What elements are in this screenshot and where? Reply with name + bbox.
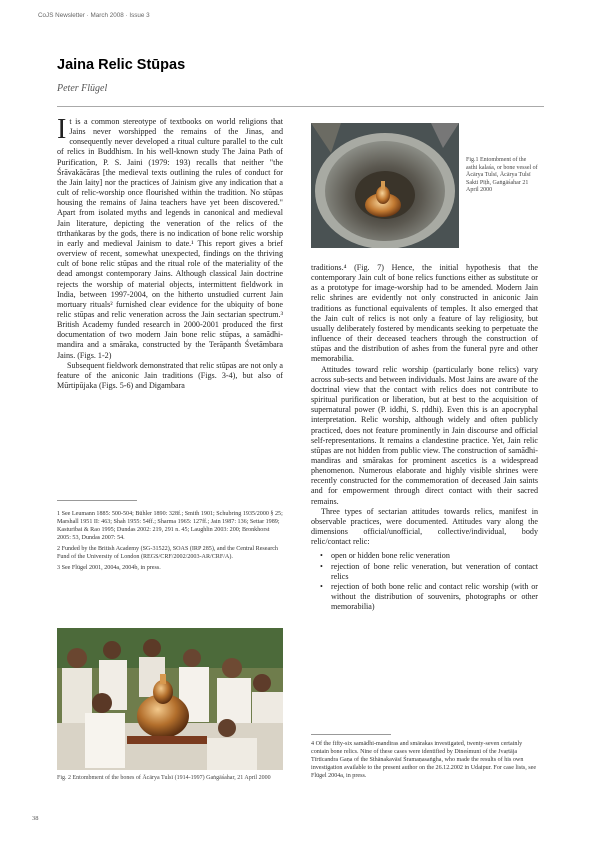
- right-paragraph-3: Three types of sectarian attitudes towards relics, manifest in observable practices, were documented. Attitudes vary along the dimensions official/unofficial, collective/individual, body relic/contact relic:: [311, 506, 538, 547]
- running-head: CoJS Newsletter · March 2008 · Issue 3: [38, 12, 150, 19]
- list-item: • rejection of both bone relic and contact relic worship (with or without the distribution of souvenirs, photographs or other memorabilia): [331, 582, 538, 612]
- right-paragraph-1: traditions.⁴ (Fig. 7) Hence, the initial hypothesis that the contemporary Jain cult of bone relics functions either as substitute or as a prototype for image-worship had to be amended. Modern Jain relic shrines are evidently not only constructed in aniconic Jain traditions as functional equivalents of temples. It also emerged that the Jain cult of relics is not only a feature of lay religiosity, but usually deliberately fostered by mendicants seeking to perpetuate the influence of their deceased teachers through the construction of stūpas and the distribution of ashes from the funeral pyre and other memorabilia.: [311, 263, 538, 364]
- page-number: 38: [32, 815, 39, 822]
- left-column: [57, 114, 283, 391]
- attitude-list: [311, 551, 538, 612]
- right-footnote: [311, 740, 538, 783]
- intro-paragraph: [57, 114, 283, 361]
- figure-2-caption: Fig. 2 Entombment of the bones of Ācārya Tulsī (1914-1997) Gaṅgāśahar, 21 April 2000: [57, 775, 271, 781]
- footnote-2: 2 Funded by the British Academy (SG-31522), SOAS (IRP 285), and the Central Research Fund of the University of London (REGS/CRF/2002/2003-AR/CRF/A).: [57, 546, 278, 560]
- stupa-pit-illustration: [311, 123, 459, 248]
- title-divider: [57, 106, 544, 107]
- right-column: [311, 263, 538, 614]
- right-paragraph-2: Attitudes toward relic worship (particularly bone relics) vary across sub-sects and between individuals. Most Jains are aware of the doctrinal view that the contact with relics does not contribute to spiritual purification or liberation, but at best to the acquisition of supernatural power (P. iddhi, S. ṛddhi). Even this is an apocryphal interpretation. Relic worship, although widely and often publicly practiced, does not feature prominently in Jain discourse and official self-representations. It remains a clandestine practice. Yet, Jain relic stūpas are not hidden from public view. The construction of samādhi-mandiras and smārakas for prominent ascetics is a widespread phenomenon. Numerous elaborate and highly visible shrines were recently constructed for the commemoration of deceased Jain saints and for empowerment through direct contact with their sacred remains.: [311, 364, 538, 506]
- figure-1-caption: Fig.1 Entombment of the asthi kalaśa, or bone vessel of Ācārya Tulsī, Ācārya Tulsī Sakti Pīṭh, Gaṅgāśahar 21 April 2000: [466, 157, 538, 193]
- left-footnotes: [57, 510, 283, 575]
- footnote-1: 1 See Leumann 1885: 500-504; Bühler 1890: 328f.; Smith 1901; Schubring 1935/2000 § 25; Marshall 1951 II: 463; Shah 1955: 54ff.; Sharma 1965: 127ff.; Jain 1987: 136; Settar 1989; Kasturibai & Rao 1995; Dundas 2002: 219, 291 n. 45; Laughlin 2003: 200; Bronkhorst 2005: 53, Dundas 2007: 54.: [57, 511, 283, 541]
- intro-paragraph-text: t is a common stereotype of textbooks on world religions that Jains never worshipped the remains of the Jinas, and consequently never developed a ritual culture parallel to the cult of relics in Buddhism. In his well-known study The Jaina Path of Purification, P. S. Jaini (1979: 193) recalls that neither "the Śrāvakācāras [the medieval texts outlining the rules of conduct for the Jain laity] nor the practices of Jainism give any indication that a cult of relic-worship once flourished within the tradition. No stūpas housing the remains of Jaina teachers have yet been discovered." Apart from isolated myths and legends in canonical and medieval Jain literature, depicting the veneration of the relics of the tīrthaṅkaras by the gods, there is no indication of bone relic worship in early and medieval Jainism to date.¹ This report gives a brief overview of recent, somewhat unexpected, findings on the thriving cult of bone relic stūpas and the ritual role of the materiality of the dead amongst contemporary Jains. Although classical Jain doctrine rejects the worship of material objects, intermittent fieldwork in India, between 1997-2004, on the hitherto unstudied current Jain mortuary rituals² furnished clear evidence for the ubiquity of bone relic stūpas and relic veneration across the Jain sectarian spectrum.³ British Academy funded research in 2000-2001 produced the first documentation of two modern Jain bone relic stūpas, a samādhi-mandira and a smāraka, constructed by the Terāpanth Śvetāmbara Jains. (Figs. 1-2): [57, 117, 283, 360]
- footnote-4: 4 Of the fifty-six samādhi-mandiras and smārakas investigated, twenty-seven certainly contain bone relics. Nine of these cases were identified by Dineśmuni of the Jvaṛtāja Tīrtīcandra Gaṇa of the Sthānakavāsī Śramaṇasaṅgha, who made the results of his own investigation available to the present author on the 26.12.2002 in Udaipur. For case lists, see Flügel 2004a, in press.: [311, 741, 537, 779]
- figure-1-photo: [311, 123, 459, 248]
- list-item: • rejection of bone relic veneration, but veneration of contact relics: [331, 562, 538, 582]
- list-item: • open or hidden bone relic veneration: [331, 551, 538, 561]
- article-author: Peter Flügel: [57, 83, 108, 94]
- figure-2-photo: [57, 628, 283, 770]
- article-title: Jaina Relic Stūpas: [57, 57, 186, 73]
- footnote-3: 3 See Flügel 2001, 2004a, 2004b, in press.: [57, 565, 161, 571]
- second-paragraph: Subsequent fieldwork demonstrated that relic stūpas are not only a feature of the aniconic Jain traditions (Figs. 3-4), but also of Mūrtipūjaka (Figs. 5-6) and Digambara: [57, 360, 283, 391]
- drop-cap: I: [57, 114, 67, 145]
- footnote-divider-right: [311, 734, 391, 735]
- crowd-illustration: [57, 628, 283, 770]
- footnote-divider-left: [57, 500, 137, 501]
